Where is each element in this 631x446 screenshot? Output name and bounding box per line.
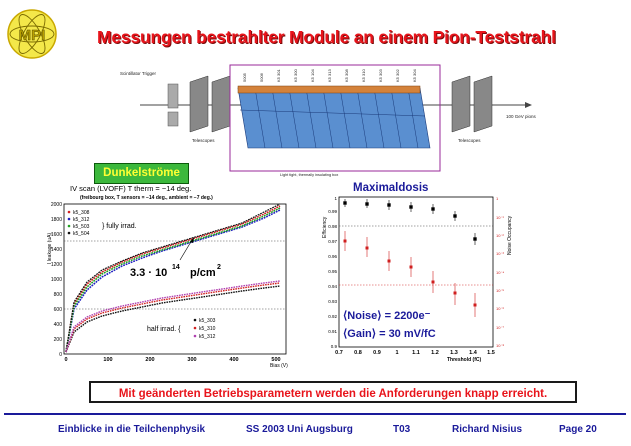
svg-text:10⁻⁴: 10⁻⁴: [496, 270, 505, 275]
module-stack: [238, 86, 430, 148]
svg-text:10⁻⁵: 10⁻⁵: [496, 288, 505, 293]
svg-text:1.2: 1.2: [431, 350, 439, 356]
svg-text:10⁻¹: 10⁻¹: [496, 215, 504, 220]
footer-rule: [4, 413, 626, 415]
svg-text:500: 500: [271, 357, 281, 363]
svg-text:0.7: 0.7: [335, 350, 343, 356]
eff-xlabel: Threshold (fC): [447, 357, 482, 363]
efficiency-noise-plot: [315, 193, 515, 373]
svg-text:2000: 2000: [50, 202, 62, 208]
footer-code: T03: [393, 424, 411, 435]
svg-text:100: 100: [103, 357, 113, 363]
svg-text:1800: 1800: [50, 217, 62, 223]
svg-text:K5 304: K5 304: [412, 69, 417, 82]
svg-text:0.94: 0.94: [328, 284, 337, 289]
svg-text:K5 301: K5 301: [276, 69, 281, 82]
footer-author: Richard Nisius: [452, 424, 523, 435]
svg-text:k5_303: k5_303: [199, 318, 216, 324]
svg-text:k5_312: k5_312: [199, 334, 216, 340]
svg-text:0.98: 0.98: [328, 224, 337, 229]
leakage-title: IV scan (LVOFF) T therm = −14 deg.: [70, 184, 192, 193]
svg-text:0: 0: [59, 352, 62, 358]
svg-text:1.1: 1.1: [412, 350, 420, 356]
svg-text:k5_310: k5_310: [199, 326, 216, 332]
svg-text:10⁻⁸: 10⁻⁸: [496, 343, 505, 348]
conclusion-box: Mit geänderten Betriebsparametern werden die Anforderungen knapp erreicht.: [89, 381, 577, 403]
svg-text:200: 200: [145, 357, 155, 363]
leakage-current-plot: [42, 184, 292, 369]
teststrahl-setup-diagram: [120, 60, 540, 178]
svg-text:p/cm: p/cm: [190, 267, 216, 279]
mpi-logo: [6, 8, 58, 60]
svg-text:K5 104: K5 104: [310, 69, 315, 82]
svg-text:1: 1: [334, 196, 337, 201]
footer: [0, 424, 631, 440]
box-caption: Light tight, thermally insulating box: [280, 173, 339, 177]
svg-text:1400: 1400: [50, 247, 62, 253]
svg-text:0: 0: [64, 357, 68, 363]
svg-text:10⁻⁷: 10⁻⁷: [496, 325, 505, 330]
svg-text:0.92: 0.92: [328, 314, 337, 319]
svg-text:1: 1: [395, 350, 399, 356]
svg-text:300: 300: [187, 357, 197, 363]
slide-title: Messungen bestrahlter Module an einem Pion-Teststrahl: [97, 27, 556, 47]
svg-text:0.9: 0.9: [373, 350, 381, 356]
noise-label: ⟨Noise⟩ = 2200e⁻: [343, 310, 431, 322]
svg-text:10⁻³: 10⁻³: [496, 251, 504, 256]
telescopes-left-label: Telescopes: [192, 138, 215, 143]
svg-text:1.4: 1.4: [469, 350, 477, 356]
svg-text:0.93: 0.93: [328, 299, 337, 304]
svg-text:1: 1: [496, 196, 499, 201]
half-irrad-label: half irrad. {: [147, 326, 181, 333]
svg-text:1.5: 1.5: [487, 350, 495, 356]
svg-text:14: 14: [172, 264, 180, 271]
svg-text:K5 303: K5 303: [378, 69, 383, 82]
svg-text:k5_308: k5_308: [73, 210, 90, 216]
svg-text:5005: 5005: [242, 73, 247, 82]
svg-text:1600: 1600: [50, 232, 62, 238]
svg-text:k5_312: k5_312: [73, 217, 90, 223]
svg-text:K5 302: K5 302: [395, 69, 400, 82]
svg-text:0.9: 0.9: [330, 344, 337, 349]
leakage-xlabel: Bias (V): [270, 363, 288, 369]
scintillator-label: Scintillator Trigger: [120, 71, 157, 76]
svg-text:10⁻⁶: 10⁻⁶: [496, 306, 505, 311]
svg-text:K5 300: K5 300: [293, 69, 298, 82]
footer-page: Page 20: [559, 424, 597, 435]
svg-text:0.91: 0.91: [328, 329, 337, 334]
fully-irrad-label: } fully irrad.: [102, 223, 137, 230]
footer-course: Einblicke in die Teilchenphysik: [58, 424, 206, 435]
svg-text:K5 308: K5 308: [344, 69, 349, 82]
svg-text:10⁻²: 10⁻²: [496, 233, 504, 238]
svg-text:K5 313: K5 313: [327, 69, 332, 82]
svg-text:5006: 5006: [259, 73, 264, 82]
svg-text:0.8: 0.8: [354, 350, 362, 356]
svg-text:2: 2: [217, 264, 221, 271]
svg-text:k5_504: k5_504: [73, 231, 90, 237]
noise-occupancy-ylabel: Noise Occupancy: [507, 215, 513, 255]
svg-text:400: 400: [229, 357, 239, 363]
footer-term: SS 2003 Uni Augsburg: [246, 424, 353, 435]
beam-label: 100 GeV pions: [506, 114, 536, 119]
svg-text:1000: 1000: [50, 277, 62, 283]
svg-text:K5 310: K5 310: [361, 69, 366, 82]
telescopes-right-label: Telescopes: [458, 138, 481, 143]
leakage-subtitle: (freibourg box, T sensors = −14 deg., ambient = −7 deg.): [80, 195, 213, 201]
svg-text:400: 400: [53, 322, 62, 328]
svg-text:3.3 · 10: 3.3 · 10: [130, 267, 168, 279]
dunkelstroeme-box: Dunkelströme: [94, 163, 189, 184]
svg-text:0.95: 0.95: [328, 269, 337, 274]
svg-text:200: 200: [53, 337, 62, 343]
svg-text:800: 800: [53, 292, 62, 298]
svg-text:0.99: 0.99: [328, 209, 337, 214]
svg-text:0.96: 0.96: [328, 254, 337, 259]
svg-text:k5_503: k5_503: [73, 224, 90, 230]
svg-text:0.97: 0.97: [328, 239, 337, 244]
gain-label: ⟨Gain⟩ = 30 mV/fC: [343, 328, 436, 340]
leakage-ylabel: I leakage (uA): [47, 232, 53, 264]
svg-text:600: 600: [53, 307, 62, 313]
svg-text:1.3: 1.3: [450, 350, 458, 356]
maximaldosis-label: Maximaldosis: [353, 182, 429, 194]
eff-ylabel: Efficiency: [322, 216, 328, 238]
svg-text:1200: 1200: [50, 262, 62, 268]
svg-text:MPI: MPI: [18, 27, 46, 44]
